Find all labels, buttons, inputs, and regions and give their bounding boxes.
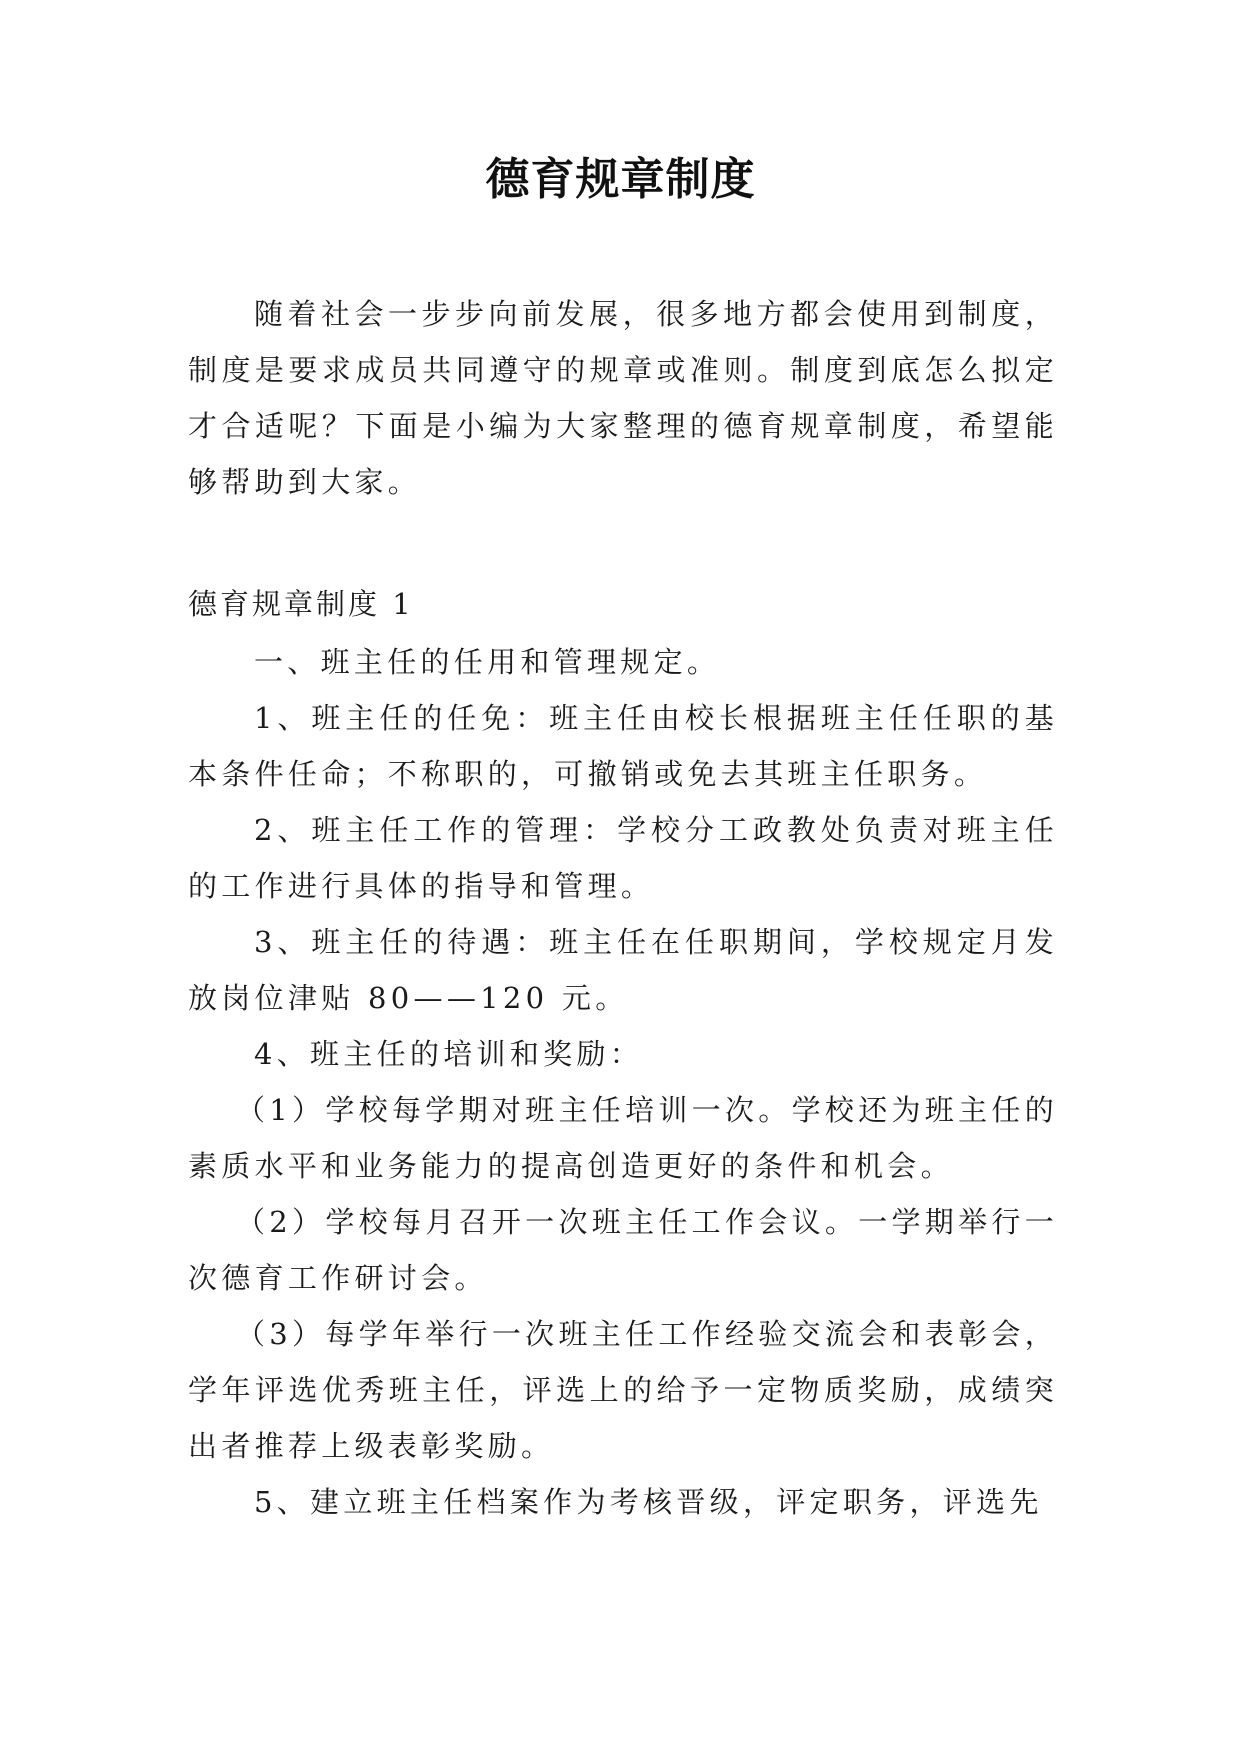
paragraph-item-1: 1、班主任的任免：班主任由校长根据班主任任职的基本条件任命；不称职的，可撤销或免去其班主任职务。: [188, 701, 1058, 791]
paragraph-sub-2: （2）学校每月召开一次班主任工作会议。一学期举行一次德育工作研讨会。: [188, 1205, 1058, 1295]
paragraph-part-one: 一、班主任的任用和管理规定。: [254, 645, 721, 679]
section-content: [188, 634, 1058, 1530]
paragraph-sub-1: （1）学校每学期对班主任培训一次。学校还为班主任的素质水平和业务能力的提高创造更好的条件和机会。: [188, 1093, 1058, 1183]
paragraph-item-2: 2、班主任工作的管理：学校分工政教处负责对班主任的工作进行具体的指导和管理。: [188, 813, 1058, 903]
paragraph-item-3: 3、班主任的待遇：班主任在任职期间，学校规定月发放岗位津贴 80——120 元。: [188, 925, 1058, 1015]
intro-block: [188, 286, 1058, 510]
paragraph-item-5: 5、建立班主任档案作为考核晋级，评定职务，评选先: [254, 1485, 1043, 1519]
section-heading: 德育规章制度 1: [188, 587, 414, 621]
intro-paragraph: 随着社会一步步向前发展，很多地方都会使用到制度，制度是要求成员共同遵守的规章或准则。制度到底怎么拟定才合适呢？下面是小编为大家整理的德育规章制度，希望能够帮助到大家。: [188, 297, 1058, 499]
paragraph-sub-3: （3）每学年举行一次班主任工作经验交流会和表彰会，学年评选优秀班主任，评选上的给予一定物质奖励，成绩突出者推荐上级表彰奖励。: [188, 1317, 1058, 1463]
paragraph-item-4: 4、班主任的培训和奖励：: [254, 1037, 644, 1071]
document-title: 德育规章制度: [485, 154, 756, 205]
section-heading-block: [188, 576, 1058, 632]
